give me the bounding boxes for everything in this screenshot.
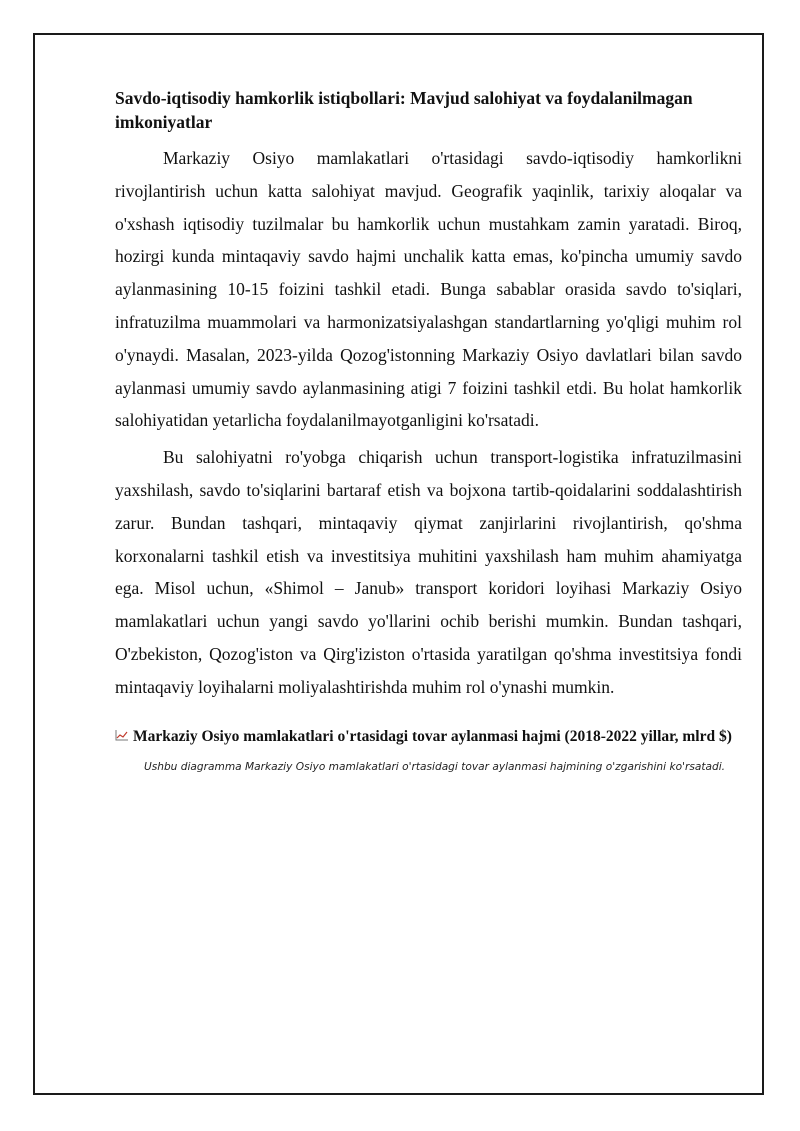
section-title: Savdo-iqtisodiy hamkorlik istiqbollari: Mavjud salohiyat va foydalanilmagan imkoniyatlar: [115, 88, 693, 132]
chart-line-icon: [115, 729, 129, 741]
paragraph-1: Markaziy Osiyo mamlakatlari o'rtasidagi savdo-iqtisodiy hamkorlikni rivojlantirish uchun katta salohiyat mavjud. Geografik yaqinlik, tarixiy aloqalar va o'xshash iqtisodiy tuzilmalar bu hamkorlik uchun mustahkam zamin yaratadi. Biroq, hozirgi kunda mintaqaviy savdo hajmi unchalik katta emas, ko'pincha umumiy savdo aylanmasining 10-15 foizini tashkil etadi. Bunga sabablar orasida savdo to'siqlari, infratuzilma muammolari va harmonizatsiyalashgan standartlarning yo'qligi muhim rol o'ynaydi. Masalan, 2023-yilda Qozog'istonning Markaziy Osiyo davlatlari bilan savdo aylanmasi umumiy savdo aylanmasining atigi 7 foizini tashkil etdi. Bu holat hamkorlik salohiyatidan yetarlicha foydalanilmayotganligini ko'rsatadi.: [115, 148, 742, 431]
chart-caption: Ushbu diagramma Markaziy Osiyo mamlakatlari o'rtasidagi tovar aylanmasi hajmining o'zgarishini ko'rsatadi.: [143, 760, 726, 773]
paragraph-2: Bu salohiyatni ro'yobga chiqarish uchun transport-logistika infratuzilmasini yaxshilash, savdo to'siqlarini bartaraf etish va bojxona tartib-qoidalarini soddalashtirish zarur. Bundan tashqari, mintaqaviy qiymat zanjirlarini rivojlantirish, qo'shma korxonalarni tashkil etish va investitsiya muhitini yaxshilash ham muhim ahamiyatga ega. Misol uchun, «Shimol – Janub» transport koridori loyihasi Markaziy Osiyo mamlakatlari uchun yangi savdo yo'llarini ochib berishi mumkin. Bundan tashqari, O'zbekiston, Qozog'iston va Qirg'iziston o'rtasida yaratilgan qo'shma investitsiya fondi mintaqaviy loyihalarni moliyalashtirishda muhim rol o'ynashi mumkin.: [115, 447, 742, 697]
document-body: [115, 86, 742, 775]
chart-heading: [115, 726, 742, 747]
chart-title: Markaziy Osiyo mamlakatlari o'rtasidagi tovar aylanmasi hajmi (2018-2022 yillar, mlrd $): [133, 727, 732, 745]
